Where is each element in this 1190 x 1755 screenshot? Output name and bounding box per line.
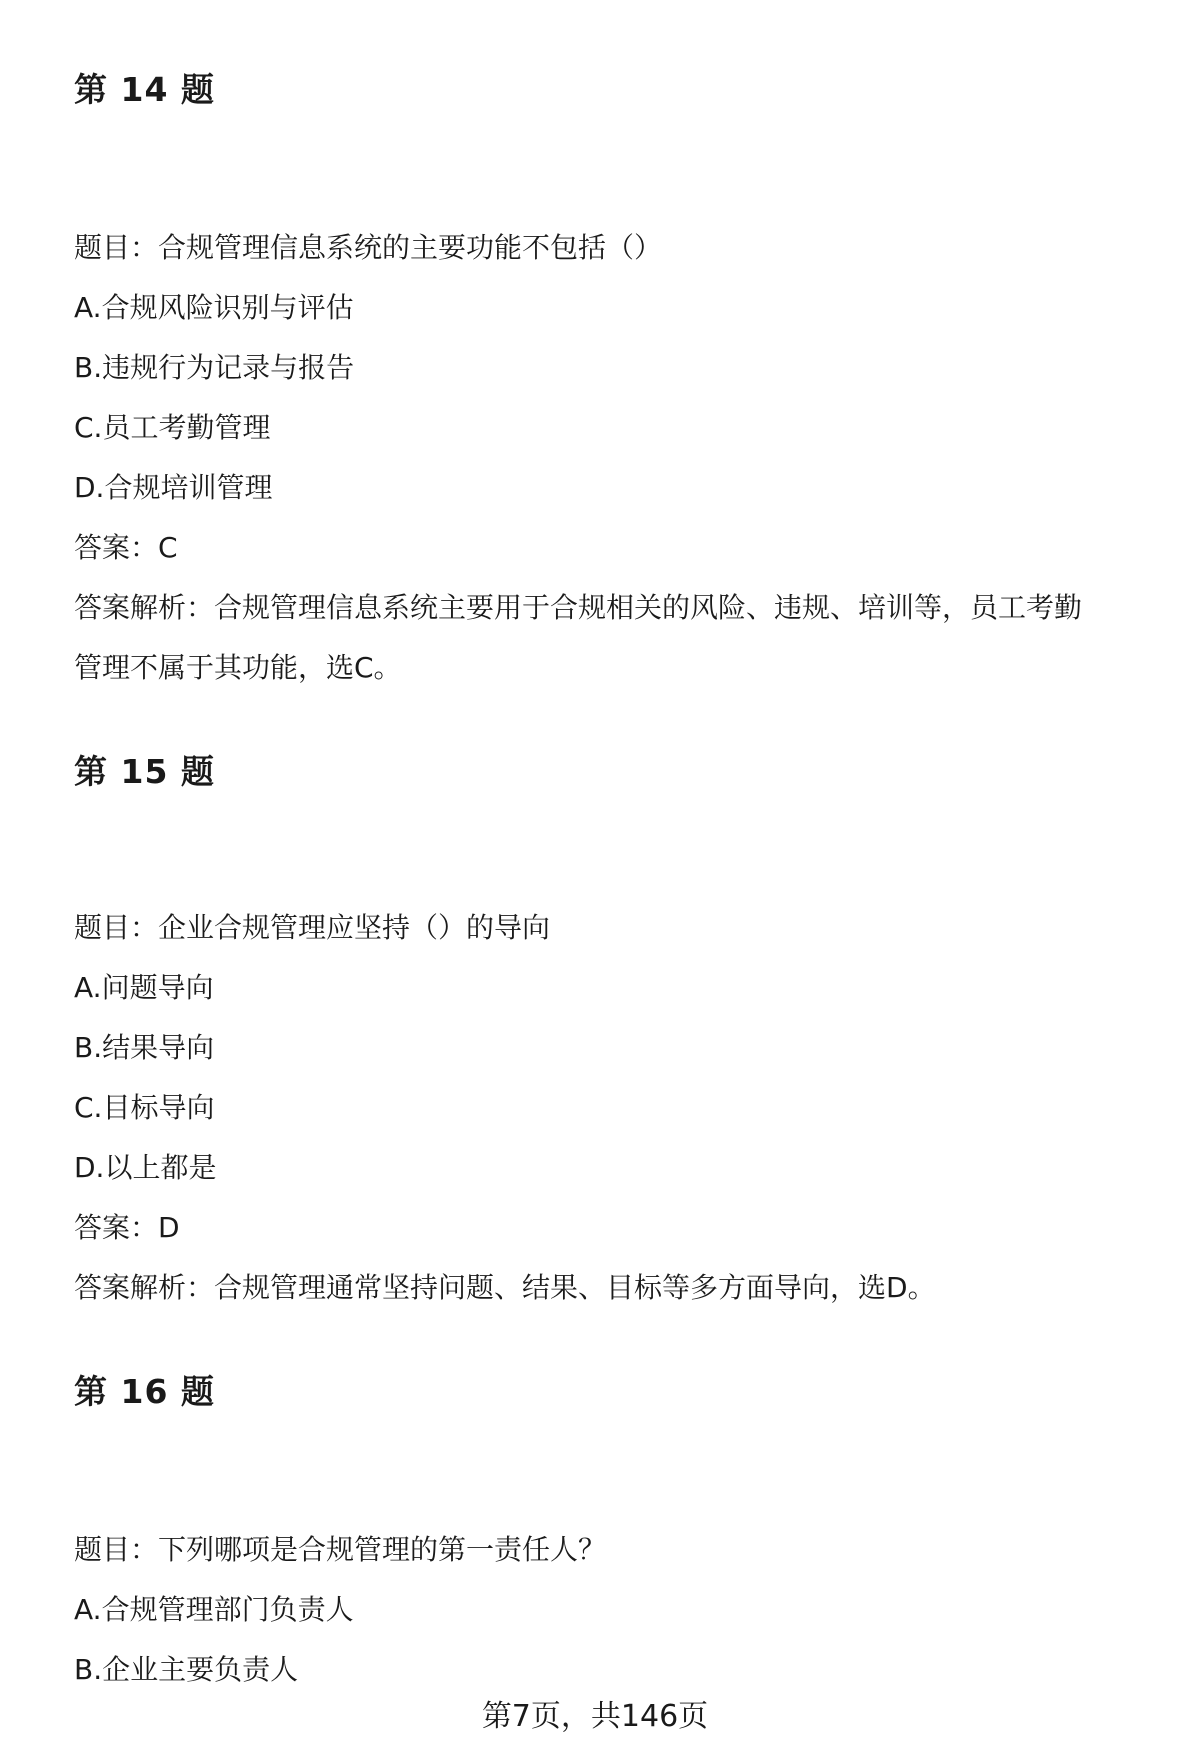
answer: 答案：C (74, 531, 178, 564)
answer-analysis-line-1: 答案解析：合规管理信息系统主要用于合规相关的风险、违规、培训等，员工考勤 (74, 591, 1083, 624)
answer: 答案：D (74, 1211, 180, 1244)
option-d: D.以上都是 (74, 1151, 217, 1184)
option-b: B.结果导向 (74, 1031, 215, 1064)
question-heading: 第 16 题 (74, 1372, 215, 1411)
option-d: D.合规培训管理 (74, 471, 273, 504)
question-stem: 题目：下列哪项是合规管理的第一责任人？ (74, 1533, 607, 1566)
option-c: C.目标导向 (74, 1091, 215, 1124)
option-c: C.员工考勤管理 (74, 411, 271, 444)
page-number: 第7页，共146页 (481, 1699, 709, 1734)
option-b: B.企业主要负责人 (74, 1653, 299, 1686)
question-stem: 题目：企业合规管理应坚持（）的导向 (74, 911, 551, 944)
answer-analysis-line-1: 答案解析：合规管理通常坚持问题、结果、目标等多方面导向，选D。 (74, 1271, 936, 1304)
option-a: A.问题导向 (74, 971, 214, 1004)
question-heading: 第 15 题 (74, 752, 215, 791)
option-a: A.合规风险识别与评估 (74, 291, 354, 324)
answer-analysis-line-2: 管理不属于其功能，选C。 (74, 651, 402, 684)
option-b: B.违规行为记录与报告 (74, 351, 355, 384)
option-a: A.合规管理部门负责人 (74, 1593, 354, 1626)
question-heading: 第 14 题 (74, 70, 215, 109)
question-stem: 题目：合规管理信息系统的主要功能不包括（） (74, 231, 663, 264)
